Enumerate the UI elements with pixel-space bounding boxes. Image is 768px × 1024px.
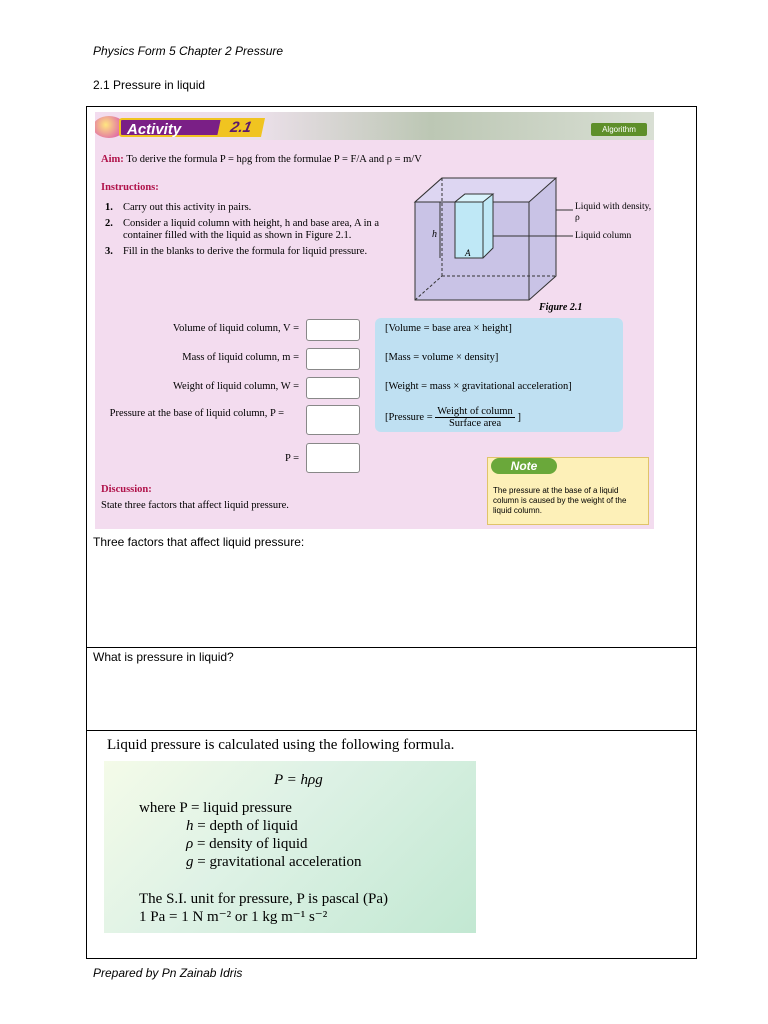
row-divider [86, 730, 697, 731]
question-factors: Three factors that affect liquid pressure: [93, 535, 305, 549]
row-label-volume: Volume of liquid column, V = [172, 323, 299, 334]
instructions-list [101, 202, 401, 262]
list-item: 1. Carry out this activity in pairs. [105, 202, 252, 213]
formula-main: P = hρg [274, 772, 323, 788]
section-title: 2.1 Pressure in liquid [93, 78, 206, 92]
weight-blank[interactable] [306, 377, 360, 399]
activity-panel [95, 112, 654, 529]
note-text: The pressure at the base of a liquid column is caused by the weight of the liquid column. [493, 486, 627, 515]
hint-mass: [Mass = volume × density] [385, 352, 499, 363]
hint-volume: [Volume = base area × height] [385, 323, 512, 334]
where-row: h = depth of liquid [186, 818, 298, 834]
row-divider [86, 647, 697, 648]
figure-label-liquid: Liquid with density, ρ [575, 202, 652, 223]
note-label: Note [491, 458, 557, 474]
discussion-text: State three factors that affect liquid pressure. [101, 500, 289, 511]
formula-heading: Liquid pressure is calculated using the following formula. [107, 737, 455, 753]
mass-blank[interactable] [306, 348, 360, 370]
si-unit: The S.I. unit for pressure, P is pascal (Pa) [139, 891, 388, 907]
p-blank[interactable] [306, 443, 360, 473]
aim [101, 154, 521, 165]
row-label-mass: Mass of liquid column, m = [182, 352, 299, 363]
row-label-p: P = [285, 453, 299, 464]
where-row: where P = liquid pressure [139, 800, 292, 816]
discussion-label: Discussion: [101, 484, 152, 495]
instructions-label: Instructions: [101, 182, 159, 193]
row-label-pressure: Pressure at the base of liquid column, P = [109, 408, 284, 419]
document-header: Physics Form 5 Chapter 2 Pressure [93, 44, 284, 58]
figure-label-h: h [432, 229, 437, 240]
pressure-blank[interactable] [306, 405, 360, 435]
where-row: g = gravitational acceleration [186, 854, 362, 870]
figure-caption: Figure 2.1 [539, 302, 583, 313]
list-item: 3. Fill in the blanks to derive the formula for liquid pressure. [105, 246, 368, 257]
activity-title: Activity [119, 118, 239, 137]
aim-text: To derive the formula P = hρg from the formulae P = F/A and ρ = m/V [126, 154, 422, 165]
figure-label-column: Liquid column [575, 231, 632, 241]
pascal-definition: 1 Pa = 1 N m⁻² or 1 kg m⁻¹ s⁻² [139, 909, 328, 925]
footer: Prepared by Pn Zainab Idris [93, 966, 243, 980]
question-pressure: What is pressure in liquid? [93, 650, 234, 664]
activity-number: 2.1 [217, 118, 265, 137]
hint-pressure: [Pressure = Weight of column Surface area ] [385, 406, 521, 429]
volume-blank[interactable] [306, 319, 360, 341]
hint-weight: [Weight = mass × gravitational acceleration] [385, 381, 572, 392]
list-item: 2. Consider a liquid column with height, h and base area, A in a container filled with the liquid as shown in Figure 2.1. [105, 218, 380, 241]
row-label-weight: Weight of liquid column, W = [172, 381, 299, 392]
figure-label-a: A [465, 248, 471, 258]
where-row: ρ = density of liquid [186, 836, 308, 852]
algorithm-tag: Algorithm [591, 123, 647, 136]
aim-label: Aim: [101, 154, 124, 165]
formula-box [104, 761, 476, 933]
